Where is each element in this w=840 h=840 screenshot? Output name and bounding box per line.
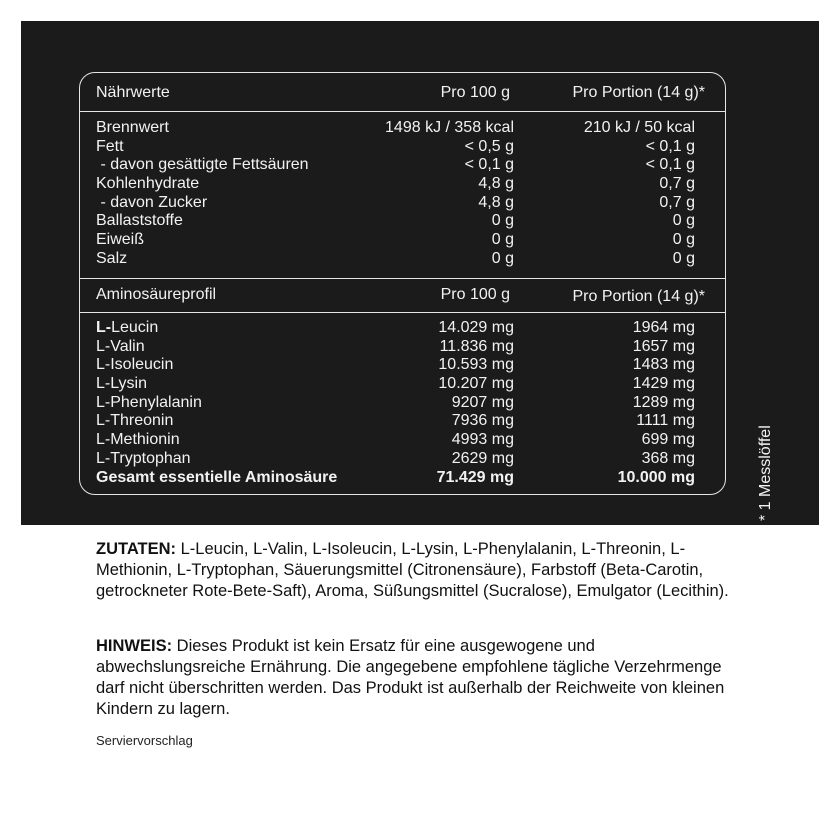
total-name: Gesamt essentielle Aminosäure	[96, 468, 338, 486]
row-per100: 0 g	[491, 231, 514, 249]
row-per100: 7936 mg	[451, 412, 514, 430]
row-name: L-Methionin	[96, 431, 180, 449]
notice-text: Dieses Produkt ist kein Ersatz für eine ausgewogene und abwechslungsreiche Ernährung. Die angegebene empfohlene tägliche Verzehrmenge darf nicht überschritten werden. Das Produkt ist außerhalb der Reichweite von kleinen Kindern zu lagern.	[96, 637, 725, 718]
row-portion: 0,7 g	[659, 193, 695, 211]
table-row	[80, 338, 725, 357]
row-name: Eiweiß	[96, 231, 145, 249]
portion-footnote: * 1 Messlöffel	[757, 425, 774, 521]
row-portion: 368 mg	[641, 449, 695, 467]
row-name-prefix: L-	[96, 319, 112, 336]
nutrition-header-portion: Pro Portion (14 g)*	[572, 84, 705, 101]
amino-rows	[80, 319, 725, 487]
amino-header-name: Aminosäureprofil	[96, 286, 217, 303]
row-portion: 1483 mg	[632, 356, 695, 374]
total-portion: 10.000 mg	[617, 468, 695, 486]
row-name: L-Valin	[96, 337, 145, 355]
row-name: - davon gesättigte Fettsäuren	[96, 156, 309, 174]
row-name: Ballaststoffe	[96, 212, 183, 230]
row-per100: 11.836 mg	[439, 337, 514, 355]
divider	[80, 111, 725, 112]
notice-label: HINWEIS:	[96, 637, 173, 655]
table-row	[80, 250, 725, 269]
row-name: Fett	[96, 137, 124, 155]
row-per100: 2629 mg	[451, 449, 514, 467]
ingredients-text: L-Leucin, L-Valin, L-Isoleucin, L-Lysin, L-Phenylalanin, L-Threonin, L-Methionin, L-Tryptophan, Säuerungsmittel (Citronensäure), Farbstoff (Beta-Carotin, getrockneter Rote-Bete-Saft), Aroma, Süßungsmittel (Sucralose), Emulgator (Lecithin).	[96, 540, 729, 600]
row-name: Salz	[96, 249, 128, 267]
amino-header-portion: Pro Portion (14 g)*	[572, 288, 705, 305]
table-row	[80, 319, 725, 338]
row-name	[96, 319, 158, 338]
row-per100: 9207 mg	[451, 393, 514, 411]
row-name: L-Isoleucin	[96, 356, 174, 374]
table-row	[80, 119, 725, 138]
table-row	[80, 175, 725, 194]
row-portion: < 0,1 g	[645, 156, 695, 174]
table-row	[80, 194, 725, 213]
row-portion: 699 mg	[641, 431, 695, 449]
row-per100: < 0,5 g	[464, 137, 514, 155]
row-per100: 0 g	[491, 212, 514, 230]
table-row	[80, 450, 725, 469]
table-row	[80, 138, 725, 157]
row-per100: 10.593 mg	[438, 356, 514, 374]
row-name: L-Lysin	[96, 375, 147, 393]
row-name: Brennwert	[96, 119, 169, 136]
table-row	[80, 156, 725, 175]
row-portion: 1289 mg	[632, 393, 695, 411]
divider	[80, 312, 725, 313]
table-row	[80, 212, 725, 231]
notice-paragraph	[96, 636, 746, 720]
table-row	[80, 431, 725, 450]
total-row	[80, 469, 725, 488]
row-per100: < 0,1 g	[464, 156, 514, 174]
nutrition-header	[80, 83, 725, 103]
table-row	[80, 356, 725, 375]
ingredients-paragraph	[96, 539, 746, 602]
row-portion: < 0,1 g	[645, 137, 695, 155]
row-per100: 14.029 mg	[438, 319, 514, 336]
table-row	[80, 394, 725, 413]
divider	[80, 278, 725, 279]
row-name: Kohlenhydrate	[96, 175, 200, 193]
table-row	[80, 375, 725, 394]
row-portion: 0 g	[672, 231, 695, 249]
row-per100: 4,8 g	[478, 175, 514, 193]
row-name: L-Tryptophan	[96, 449, 191, 467]
row-per100: 4993 mg	[451, 431, 514, 449]
row-name: L-Phenylalanin	[96, 393, 202, 411]
nutrition-header-name: Nährwerte	[96, 84, 170, 101]
table-row	[80, 231, 725, 250]
row-per100: 4,8 g	[478, 193, 514, 211]
row-portion: 210 kJ / 50 kcal	[583, 119, 695, 136]
row-portion: 0,7 g	[659, 175, 695, 193]
nutrition-rows	[80, 119, 725, 269]
nutrition-panel	[21, 21, 819, 525]
row-portion: 1657 mg	[632, 337, 695, 355]
row-name: L-Threonin	[96, 412, 174, 430]
row-portion: 0 g	[672, 249, 695, 267]
nutrition-table	[79, 72, 726, 495]
row-portion: 1429 mg	[632, 375, 695, 393]
serving-suggestion-caption: Serviervorschlag	[96, 733, 193, 748]
amino-header	[80, 285, 725, 305]
row-name-text: Leucin	[111, 319, 159, 336]
row-portion: 1111 mg	[636, 412, 695, 430]
table-row	[80, 412, 725, 431]
total-per100: 71.429 mg	[436, 468, 514, 486]
row-per100: 0 g	[491, 249, 514, 267]
nutrition-header-per100: Pro 100 g	[440, 84, 510, 101]
row-portion: 1964 mg	[632, 319, 695, 336]
row-per100: 10.207 mg	[438, 375, 514, 393]
row-portion: 0 g	[672, 212, 695, 230]
row-per100: 1498 kJ / 358 kcal	[385, 119, 514, 136]
row-name: - davon Zucker	[96, 193, 208, 211]
amino-header-per100: Pro 100 g	[440, 286, 510, 303]
ingredients-label: ZUTATEN:	[96, 540, 177, 558]
